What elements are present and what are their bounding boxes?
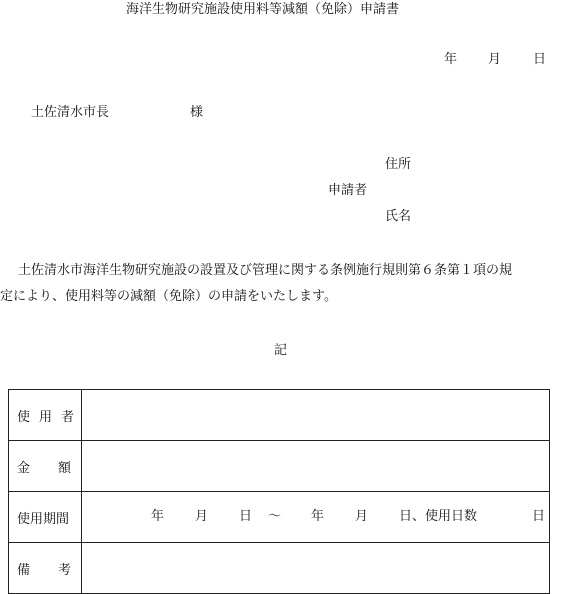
remarks-label-cell	[9, 543, 82, 594]
addressee-honorific: 様	[190, 105, 204, 120]
body-line-2: 定により、使用料等の減額（免除）の申請をいたします。	[0, 289, 337, 304]
amount-label-cell	[9, 441, 82, 492]
addressee-name: 土佐清水市長	[31, 105, 110, 120]
amount-label-char: 金	[17, 460, 31, 476]
table-row-remarks	[9, 543, 550, 594]
name-label: 氏名	[385, 209, 412, 224]
date-year: 年	[444, 52, 458, 67]
start-day: 日	[239, 509, 253, 524]
user-label-cell	[9, 390, 82, 441]
user-value-cell[interactable]	[82, 390, 550, 441]
document-title: 海洋生物研究施設使用料等減額（免除）申請書	[126, 2, 400, 17]
period-value-cell[interactable]	[82, 492, 550, 543]
table-row-period	[9, 492, 550, 543]
user-label-char: 使	[17, 409, 31, 425]
date-day: 日	[533, 52, 547, 67]
end-day-and-days-label: 日、使用日数	[399, 509, 478, 524]
remarks-label-char: 備	[17, 562, 31, 578]
remarks-label-char: 考	[57, 562, 71, 578]
date-month: 月	[488, 52, 502, 67]
remarks-value-cell[interactable]	[82, 543, 550, 594]
applicant-label: 申請者	[328, 183, 368, 198]
end-month: 月	[355, 509, 369, 524]
amount-label-char: 額	[57, 460, 71, 476]
user-label-char: 者	[60, 409, 74, 425]
period-tilde: 〜	[268, 509, 282, 524]
ki-heading: 記	[274, 343, 288, 358]
table-row-amount	[9, 441, 550, 492]
start-year: 年	[151, 509, 165, 524]
start-month: 月	[195, 509, 209, 524]
period-label-cell	[9, 492, 82, 543]
amount-value-cell[interactable]	[82, 441, 550, 492]
application-table	[8, 389, 550, 594]
period-label: 使用期間	[17, 511, 70, 527]
address-label: 住所	[385, 157, 412, 172]
end-year: 年	[311, 509, 325, 524]
period-fields	[82, 492, 549, 542]
days-unit: 日	[532, 509, 546, 524]
table-row-user	[9, 390, 550, 441]
user-label-char: 用	[38, 409, 52, 425]
body-line-1: 土佐清水市海洋生物研究施設の設置及び管理に関する条例施行規則第６条第１項の規	[18, 263, 513, 278]
